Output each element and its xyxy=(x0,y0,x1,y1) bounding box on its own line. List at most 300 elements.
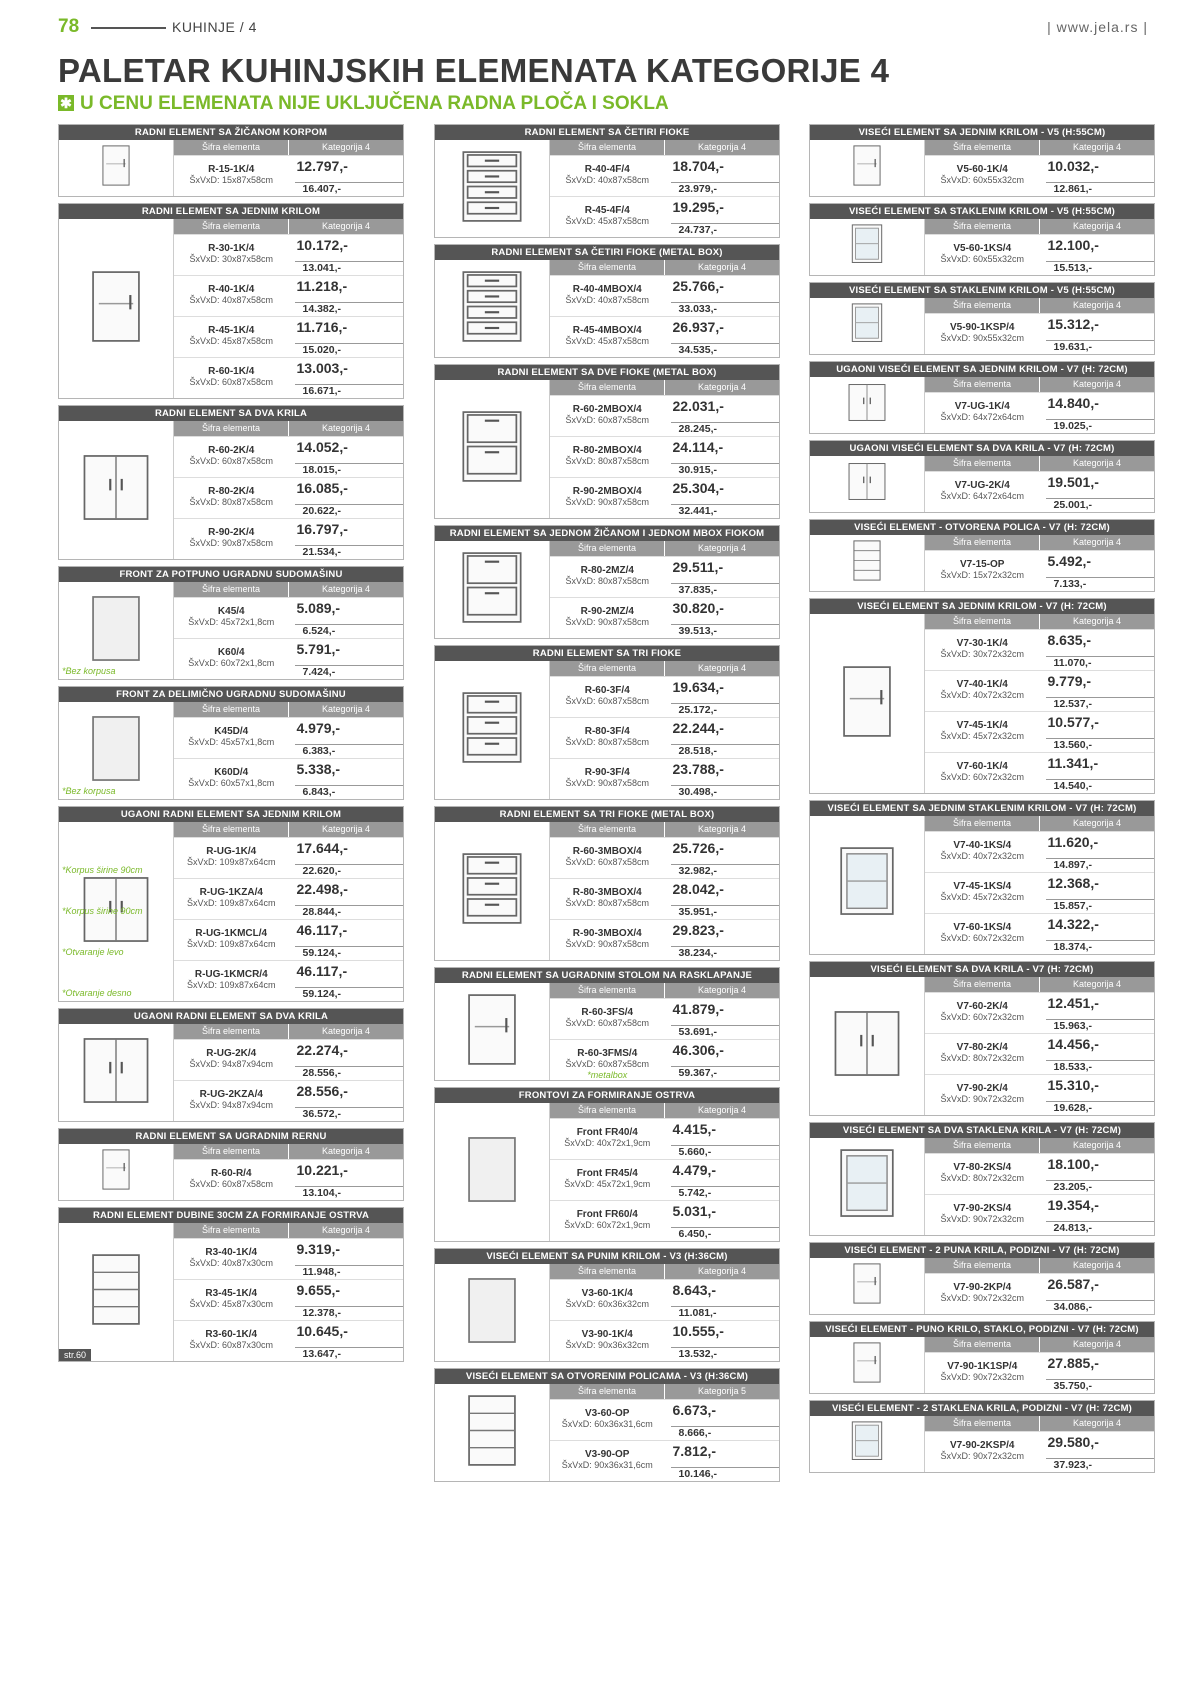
table-row xyxy=(550,1279,779,1320)
code-label: R-40-1K/4 xyxy=(208,284,255,295)
price-cell xyxy=(1040,1195,1155,1235)
regular-price: 13.532,- xyxy=(671,1347,780,1360)
header-code: Šifra elementa xyxy=(174,1024,289,1039)
tall-wall-cabinet-icon xyxy=(810,614,925,793)
element-code xyxy=(174,519,289,559)
dimensions: ŠxVxD: 94x87x94cm xyxy=(189,1100,274,1110)
lift-up-cabinet-icon xyxy=(843,1259,892,1313)
dimensions: ŠxVxD: 60x72x32cm xyxy=(940,772,1025,782)
dishwasher-front-icon xyxy=(73,705,159,796)
section-body xyxy=(810,614,1154,793)
column-right xyxy=(809,124,1155,1479)
code-label: R-60-3MBOX/4 xyxy=(572,846,642,857)
price-cell xyxy=(289,437,404,477)
code-label: V7-90-2KSP/4 xyxy=(950,1440,1015,1451)
regular-price: 28.245,- xyxy=(671,422,780,435)
regular-price: 59.367,- xyxy=(671,1066,780,1079)
table-row xyxy=(174,1159,403,1200)
element-code xyxy=(550,317,665,357)
dimensions: ŠxVxD: 80x87x58cm xyxy=(189,497,274,507)
price-table xyxy=(550,822,779,960)
regular-price: 22.620,- xyxy=(295,864,404,877)
regular-price: 11.081,- xyxy=(671,1306,780,1319)
dimensions: ŠxVxD: 60x87x58cm xyxy=(565,1059,650,1069)
price-cell xyxy=(289,961,404,1001)
section-title: RADNI ELEMENT SA TRI FIOKE xyxy=(435,646,779,661)
dimensions: ŠxVxD: 80x87x58cm xyxy=(565,898,650,908)
product-section xyxy=(58,405,404,560)
element-code xyxy=(174,1160,289,1200)
product-section xyxy=(58,806,404,1002)
element-code xyxy=(925,1154,1040,1194)
element-code xyxy=(925,873,1040,913)
single-door-base-cabinet-icon xyxy=(59,219,174,398)
price-table xyxy=(62,822,403,1001)
discount-price: 5.338,- xyxy=(296,761,341,777)
header-category: Kategorija 4 xyxy=(1072,1260,1122,1270)
element-code xyxy=(925,712,1040,752)
price-table xyxy=(925,1337,1154,1393)
header-code: Šifra elementa xyxy=(550,1384,665,1399)
discount-price: 8.643,- xyxy=(672,1282,717,1298)
table-row xyxy=(925,1352,1154,1393)
dimensions: ŠxVxD: 60x36x31,6cm xyxy=(561,1419,653,1429)
section-title: RADNI ELEMENT SA TRI FIOKE (METAL BOX) xyxy=(435,807,779,822)
regular-price: 28.518,- xyxy=(671,744,780,757)
section-title: RADNI ELEMENT SA DVE FIOKE (METAL BOX) xyxy=(435,365,779,380)
price-cell xyxy=(665,156,780,196)
section-title: RADNI ELEMENT SA ČETIRI FIOKE (METAL BOX) xyxy=(435,245,779,260)
table-row xyxy=(550,676,779,717)
discount-price: 18.704,- xyxy=(672,158,724,174)
regular-price: 16.671,- xyxy=(295,384,404,397)
code-label: R-60-3F/4 xyxy=(584,685,630,696)
price-cell xyxy=(289,1280,404,1320)
element-code xyxy=(174,718,289,758)
section-body xyxy=(810,1337,1154,1393)
code-label: R-90-3MBOX/4 xyxy=(572,928,642,939)
price-cell xyxy=(289,838,404,878)
regular-price: 13.041,- xyxy=(295,261,404,274)
table-row xyxy=(174,597,403,638)
section-title: VISEĆI ELEMENT - OTVORENA POLICA - V7 (H: 72CM) xyxy=(810,520,1154,535)
header-category: Kategorija 4 xyxy=(321,1146,371,1156)
element-code xyxy=(174,1081,289,1121)
section-title: VISEĆI ELEMENT SA DVA STAKLENA KRILA - V7 (H: 72CM) xyxy=(810,1123,1154,1138)
table-header xyxy=(925,535,1154,550)
regular-price: 13.647,- xyxy=(295,1347,404,1360)
discount-price: 10.577,- xyxy=(1047,714,1099,730)
code-label: K60/4 xyxy=(217,647,245,658)
price-table xyxy=(174,702,403,799)
table-header xyxy=(550,822,779,837)
price-cell xyxy=(665,437,780,477)
code-label: V7-60-1K/4 xyxy=(956,761,1008,772)
regular-price: 24.737,- xyxy=(671,223,780,236)
section-body xyxy=(810,140,1154,196)
regular-price: 28.556,- xyxy=(295,1066,404,1079)
table-row xyxy=(62,960,403,1001)
header-code: Šifra elementa xyxy=(925,219,1040,234)
header-code: Šifra elementa xyxy=(925,1337,1040,1352)
element-code xyxy=(174,156,289,196)
element-code xyxy=(174,879,289,919)
price-cell xyxy=(289,276,404,316)
table-header xyxy=(925,1138,1154,1153)
discount-price: 7.812,- xyxy=(672,1443,717,1459)
section-title: RADNI ELEMENT SA UGRADNIM RERNU xyxy=(59,1129,403,1144)
section-title: VISEĆI ELEMENT SA JEDNIM STAKLENIM KRILOM - V7 (H: 72CM) xyxy=(810,801,1154,816)
code-label: R-60-R/4 xyxy=(210,1168,252,1179)
regular-price: 8.666,- xyxy=(671,1426,780,1439)
table-row xyxy=(925,234,1154,275)
table-row xyxy=(925,711,1154,752)
element-code xyxy=(550,759,665,799)
section-title: VISEĆI ELEMENT - PUNO KRILO, STAKLO, PODIZNI - V7 (H: 72CM) xyxy=(810,1322,1154,1337)
discount-price: 19.501,- xyxy=(1047,474,1099,490)
price-table xyxy=(550,1384,779,1481)
discount-price: 11.341,- xyxy=(1047,755,1099,771)
discount-price: 13.003,- xyxy=(296,360,348,376)
page-reference[interactable]: str.60 xyxy=(59,1349,91,1361)
table-row xyxy=(550,155,779,196)
code-label: V3-60-OP xyxy=(585,1408,630,1419)
regular-price: 37.835,- xyxy=(671,583,780,596)
section-body xyxy=(810,298,1154,354)
dimensions: ŠxVxD: 80x87x58cm xyxy=(565,456,650,466)
price-cell xyxy=(289,235,404,275)
subtitle-text: U CENU ELEMENATA NIJE UKLJUČENA RADNA PLOČA I SOKLA xyxy=(80,93,669,114)
section-body xyxy=(810,816,1154,954)
header-code: Šifra elementa xyxy=(174,219,289,234)
price-cell xyxy=(665,1441,780,1481)
table-row xyxy=(550,919,779,960)
price-cell xyxy=(1040,1274,1155,1314)
product-section xyxy=(434,806,780,961)
element-code xyxy=(550,677,665,717)
table-row xyxy=(925,629,1154,670)
regular-price: 12.861,- xyxy=(1046,182,1155,195)
regular-price: 25.001,- xyxy=(1046,498,1155,511)
header-code: Šifra elementa xyxy=(925,140,1040,155)
header-code: Šifra elementa xyxy=(174,1223,289,1238)
header-category: Kategorija 4 xyxy=(1072,221,1122,231)
regular-price: 59.124,- xyxy=(295,987,404,1000)
discount-price: 25.726,- xyxy=(672,840,724,856)
element-code xyxy=(550,598,665,638)
element-code xyxy=(550,478,665,518)
price-cell xyxy=(665,276,780,316)
price-table xyxy=(174,1144,403,1200)
section-body xyxy=(810,456,1154,512)
price-cell xyxy=(1040,1432,1155,1472)
price-table xyxy=(925,614,1154,793)
regular-price: 24.813,- xyxy=(1046,1221,1155,1234)
price-cell xyxy=(289,1081,404,1121)
dimensions: ŠxVxD: 40x87x58cm xyxy=(565,175,650,185)
discount-price: 46.306,- xyxy=(672,1042,724,1058)
section-title: VISEĆI ELEMENT SA JEDNIM KRILOM - V5 (H:55CM) xyxy=(810,125,1154,140)
dimensions: ŠxVxD: 45x72x1,9cm xyxy=(564,1179,651,1189)
code-label: Front FR45/4 xyxy=(576,1168,638,1179)
dimensions: ŠxVxD: 40x87x58cm xyxy=(189,295,274,305)
price-table xyxy=(925,377,1154,433)
element-code xyxy=(174,1239,289,1279)
code-label: R-80-3MBOX/4 xyxy=(572,887,642,898)
table-row xyxy=(925,313,1154,354)
table-row xyxy=(550,1200,779,1241)
table-row xyxy=(925,1273,1154,1314)
element-code xyxy=(925,630,1040,670)
header-code: Šifra elementa xyxy=(174,421,289,436)
price-cell xyxy=(289,1321,404,1361)
element-code xyxy=(550,1160,665,1200)
table-header xyxy=(550,1384,779,1399)
price-table xyxy=(925,456,1154,512)
element-code xyxy=(550,1119,665,1159)
header-code: Šifra elementa xyxy=(550,380,665,395)
dimensions: ŠxVxD: 60x72x32cm xyxy=(940,933,1025,943)
regular-price: 13.560,- xyxy=(1046,738,1155,751)
dimensions: ŠxVxD: 94x87x94cm xyxy=(189,1059,274,1069)
price-cell xyxy=(1040,832,1155,872)
regular-price: 12.378,- xyxy=(295,1306,404,1319)
oven-cabinet-icon xyxy=(59,1144,174,1200)
code-label: R3-60-1K/4 xyxy=(205,1329,258,1340)
price-table xyxy=(550,260,779,357)
pullout-table-cabinet-icon xyxy=(435,983,550,1080)
regular-price: 14.382,- xyxy=(295,302,404,315)
section-body xyxy=(435,822,779,960)
product-section xyxy=(809,1321,1155,1394)
discount-price: 25.766,- xyxy=(672,278,724,294)
code-label: R-UG-1K/4 xyxy=(206,846,257,857)
dimensions: ŠxVxD: 109x87x64cm xyxy=(186,980,276,990)
dimensions: ŠxVxD: 80x87x58cm xyxy=(565,737,650,747)
price-cell xyxy=(289,1239,404,1279)
discount-price: 9.655,- xyxy=(296,1282,341,1298)
table-row xyxy=(62,919,403,960)
table-row xyxy=(925,831,1154,872)
discount-price: 6.673,- xyxy=(672,1402,717,1418)
row-caption: *Korpus širine 90cm xyxy=(62,865,143,875)
header-category: Kategorija 4 xyxy=(321,1026,371,1036)
table-row xyxy=(550,477,779,518)
glass-wall-cabinet-icon xyxy=(810,816,925,954)
header-category: Kategorija 4 xyxy=(321,584,371,594)
material-note: *metalbox xyxy=(587,1070,628,1080)
dimensions: ŠxVxD: 90x87x58cm xyxy=(189,538,274,548)
discount-price: 5.791,- xyxy=(296,641,341,657)
price-table xyxy=(550,1264,779,1361)
glass-wall-cabinet-icon xyxy=(843,220,892,274)
product-section xyxy=(58,1008,404,1122)
discount-price: 12.100,- xyxy=(1047,237,1099,253)
price-cell xyxy=(665,396,780,436)
dimensions: ŠxVxD: 45x72x32cm xyxy=(940,892,1025,902)
table-row xyxy=(925,1194,1154,1235)
dimensions: ŠxVxD: 90x87x58cm xyxy=(565,939,650,949)
price-cell xyxy=(289,879,404,919)
header-code: Šifra elementa xyxy=(925,298,1040,313)
header-category: Kategorija 4 xyxy=(321,1225,371,1235)
section-title: VISEĆI ELEMENT SA OTVORENIM POLICAMA - V3 (H:36CM) xyxy=(435,1369,779,1384)
price-cell xyxy=(665,1280,780,1320)
corner-wall-cabinet-icon xyxy=(843,457,892,511)
regular-price: 34.086,- xyxy=(1046,1300,1155,1313)
dimensions: ŠxVxD: 80x87x58cm xyxy=(565,576,650,586)
price-cell xyxy=(289,358,404,398)
table-row xyxy=(174,1279,403,1320)
code-label: V7-90-1K1SP/4 xyxy=(947,1361,1018,1372)
dimensions: ŠxVxD: 90x87x58cm xyxy=(565,778,650,788)
table-row xyxy=(174,477,403,518)
header-category: Kategorija 4 xyxy=(697,262,747,272)
code-label: V7-80-2K/4 xyxy=(956,1042,1008,1053)
table-row xyxy=(174,638,403,679)
table-row xyxy=(174,234,403,275)
dimensions: ŠxVxD: 60x55x32cm xyxy=(940,254,1025,264)
two-drawer-cabinet-icon xyxy=(449,404,535,495)
page-title: PALETAR KUHINJSKIH ELEMENATA KATEGORIJE 4 xyxy=(58,52,890,89)
header-category: Kategorija 4 xyxy=(321,824,371,834)
code-label: V3-90-1K/4 xyxy=(581,1329,633,1340)
dimensions: ŠxVxD: 45x72x32cm xyxy=(940,731,1025,741)
discount-price: 4.415,- xyxy=(672,1121,717,1137)
section-title: UGAONI RADNI ELEMENT SA DVA KRILA xyxy=(59,1009,403,1024)
header-code: Šifra elementa xyxy=(925,1416,1040,1431)
code-label: Front FR40/4 xyxy=(576,1127,638,1138)
section-title: RADNI ELEMENT SA UGRADNIM STOLOM NA RASKLAPANJE xyxy=(435,968,779,983)
regular-price: 7.133,- xyxy=(1046,577,1155,590)
dishwasher-front-icon xyxy=(73,585,159,676)
section-title: RADNI ELEMENT SA ČETIRI FIOKE xyxy=(435,125,779,140)
table-row xyxy=(62,837,403,878)
section-title: VISEĆI ELEMENT SA PUNIM KRILOM - V3 (H:36CM) xyxy=(435,1249,779,1264)
dimensions: ŠxVxD: 40x72x32cm xyxy=(940,690,1025,700)
section-label: KUHINJE / 4 xyxy=(172,19,257,35)
dimensions: ŠxVxD: 90x87x58cm xyxy=(565,497,650,507)
dimensions: ŠxVxD: 15x72x32cm xyxy=(940,570,1025,580)
table-row xyxy=(925,913,1154,954)
discount-price: 46.117,- xyxy=(296,922,348,938)
dishwasher-front-icon xyxy=(59,582,174,679)
table-row xyxy=(925,550,1154,591)
header-code: Šifra elementa xyxy=(925,816,1040,831)
discount-price: 28.042,- xyxy=(672,881,724,897)
regular-price: 6.524,- xyxy=(295,624,404,637)
dimensions: ŠxVxD: 60x72x32cm xyxy=(940,1012,1025,1022)
code-label: V7-UG-1K/4 xyxy=(954,401,1010,412)
wall-cabinet-flap-icon xyxy=(435,1264,550,1361)
discount-price: 14.322,- xyxy=(1047,916,1099,932)
regular-price: 15.020,- xyxy=(295,343,404,356)
price-cell xyxy=(1040,393,1155,433)
price-table xyxy=(550,1103,779,1241)
product-section xyxy=(434,124,780,238)
code-label: V7-30-1K/4 xyxy=(956,638,1008,649)
table-header xyxy=(550,983,779,998)
table-header xyxy=(925,1337,1154,1352)
discount-price: 10.221,- xyxy=(296,1162,348,1178)
three-drawer-cabinet-icon xyxy=(449,685,535,776)
website-link[interactable]: | www.jela.rs | xyxy=(1047,19,1148,35)
discount-price: 10.172,- xyxy=(296,237,348,253)
header-code: Šifra elementa xyxy=(550,661,665,676)
element-code xyxy=(925,832,1040,872)
header-category: Kategorija 4 xyxy=(1072,142,1122,152)
price-table xyxy=(174,582,403,679)
section-body xyxy=(59,421,403,559)
table-header xyxy=(925,298,1154,313)
element-code xyxy=(550,197,665,237)
dimensions: ŠxVxD: 90x87x58cm xyxy=(565,617,650,627)
table-header xyxy=(174,421,403,436)
discount-price: 22.274,- xyxy=(296,1042,348,1058)
section-body xyxy=(810,1258,1154,1314)
price-cell xyxy=(665,1160,780,1200)
header-category: Kategorija 5 xyxy=(697,1386,747,1396)
header-divider xyxy=(91,27,166,29)
three-drawer-cabinet-icon xyxy=(435,822,550,960)
section-body xyxy=(59,1223,403,1361)
element-code xyxy=(174,1040,289,1080)
header-code: Šifra elementa xyxy=(174,822,289,837)
dimensions: ŠxVxD: 45x87x30cm xyxy=(189,1299,274,1309)
dimensions: ŠxVxD: 45x87x58cm xyxy=(189,336,274,346)
element-code xyxy=(925,551,1040,591)
element-code xyxy=(550,156,665,196)
discount-price: 22.031,- xyxy=(672,398,724,414)
corner-wall-cabinet-icon xyxy=(810,377,925,433)
column-middle xyxy=(434,124,780,1488)
header-code: Šifra elementa xyxy=(174,1144,289,1159)
regular-price: 35.750,- xyxy=(1046,1379,1155,1392)
discount-price: 11.716,- xyxy=(296,319,348,335)
dimensions: ŠxVxD: 60x57x1,8cm xyxy=(188,778,275,788)
header-code: Šifra elementa xyxy=(550,1103,665,1118)
table-row xyxy=(550,1320,779,1361)
discount-price: 18.100,- xyxy=(1047,1156,1099,1172)
product-section xyxy=(58,203,404,399)
price-cell xyxy=(1040,914,1155,954)
element-code xyxy=(174,317,289,357)
regular-price: 14.897,- xyxy=(1046,858,1155,871)
regular-price: 6.383,- xyxy=(295,744,404,757)
product-section xyxy=(809,1122,1155,1236)
code-label: V7-40-1KS/4 xyxy=(953,840,1012,851)
double-wall-cabinet-icon xyxy=(810,977,925,1115)
regular-price: 23.979,- xyxy=(671,182,780,195)
price-cell xyxy=(289,1040,404,1080)
three-drawer-cabinet-icon xyxy=(449,846,535,937)
code-label: V7-60-1KS/4 xyxy=(953,922,1012,933)
element-code xyxy=(925,1075,1040,1115)
product-section xyxy=(434,1087,780,1242)
price-cell xyxy=(1040,753,1155,793)
header-category: Kategorija 4 xyxy=(321,221,371,231)
code-label: V7-60-2K/4 xyxy=(956,1001,1008,1012)
dimensions: ŠxVxD: 45x72x1,8cm xyxy=(188,617,275,627)
code-label: R3-45-1K/4 xyxy=(205,1288,258,1299)
element-code xyxy=(925,1034,1040,1074)
section-body xyxy=(435,1384,779,1481)
element-code xyxy=(174,920,289,960)
price-cell xyxy=(1040,993,1155,1033)
table-row xyxy=(550,837,779,878)
price-table xyxy=(925,977,1154,1115)
header-code: Šifra elementa xyxy=(925,614,1040,629)
